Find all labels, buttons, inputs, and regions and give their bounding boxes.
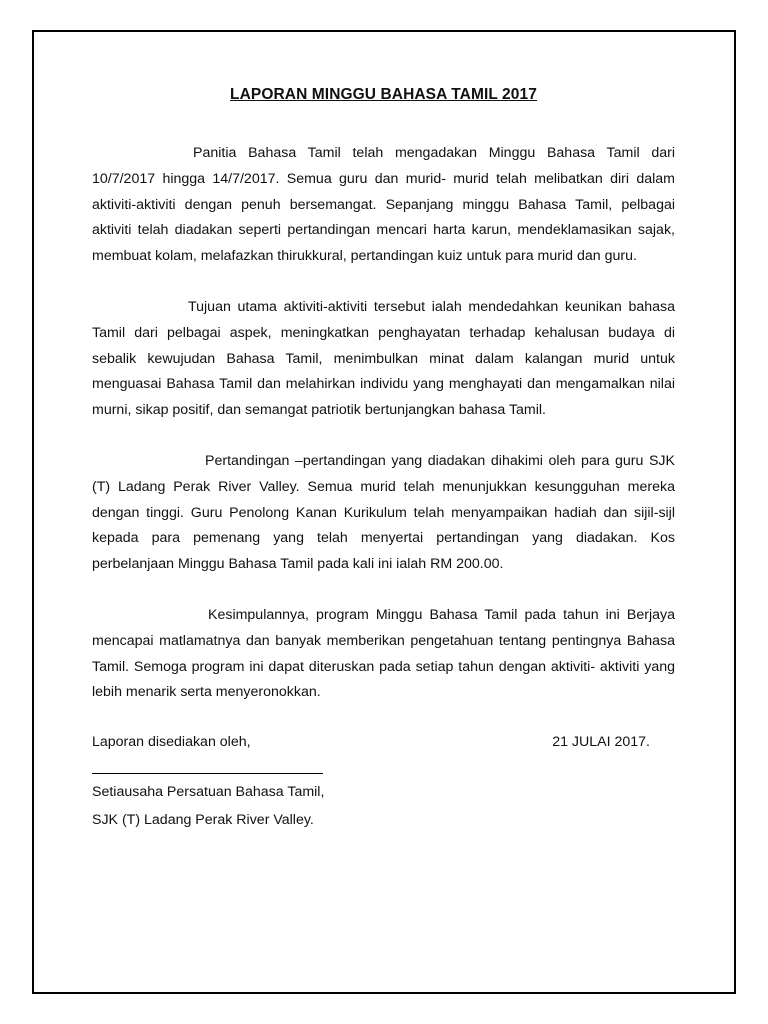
paragraph-2 (92, 295, 675, 424)
report-content (92, 86, 675, 834)
paragraph-4-text: Kesimpulannya, program Minggu Bahasa Tamil pada tahun ini Berjaya mencapai matlamatnya dan banyak memberikan pengetahuan tentang pentingnya Bahasa Tamil. Semoga program ini dapat diteruskan pada setiap tahun dengan aktiviti- aktiviti yang lebih menarik serta menyeronokkan. (92, 606, 675, 701)
paragraph-1 (92, 141, 675, 270)
report-date: 21 JULAI 2017. (552, 734, 650, 751)
signatory-school: SJK (T) Ladang Perak River Valley. (92, 812, 314, 829)
paragraph-2-text: Tujuan utama aktiviti-aktiviti tersebut ialah mendedahkan keunikan bahasa Tamil dari pelbagai aspek, meningkatkan penghayatan terhadap kehalusan budaya di sebalik kewujudan Bahasa Tamil, menimbulkan minat dalam kalangan murid untuk menguasai Bahasa Tamil dan melahirkan individu yang menghayati dan mengamalkan nilai murni, sikap positif, dan semangat patriotik bertunjangkan bahasa Tamil. (92, 298, 675, 419)
signatory-title: Setiausaha Persatuan Bahasa Tamil, (92, 784, 325, 801)
paragraph-1-text: Panitia Bahasa Tamil telah mengadakan Minggu Bahasa Tamil dari 10/7/2017 hingga 14/7/2017. Semua guru dan murid- murid telah melibatkan diri dalam aktiviti-aktiviti dengan penuh bersemangat. Sepanjang minggu Bahasa Tamil, pelbagai aktiviti telah diadakan seperti pertandingan mencari harta karun, mendeklamasikan sajak, membuat kolam, melafazkan thirukkural, pertandingan kuiz untuk para murid dan guru. (92, 145, 675, 265)
signature-line (92, 753, 323, 774)
paragraph-4 (92, 603, 675, 706)
report-title: LAPORAN MINGGU BAHASA TAMIL 2017 (230, 86, 537, 103)
prepared-by-label: Laporan disediakan oleh, (92, 734, 251, 751)
signature-header-row (92, 731, 675, 753)
paragraph-3-text: Pertandingan –pertandingan yang diadakan dihakimi oleh para guru SJK (T) Ladang Perak River Valley. Semua murid telah menunjukkan kesungguhan mereka dengan tinggi. Guru Penolong Kanan Kurikulum telah menyampaikan hadiah dan sijil-sijl kepada para pemenang yang telah menyertai pertandingan yang diadakan. Kos perbelanjaan Minggu Bahasa Tamil pada kali ini ialah RM 200.00. (92, 452, 675, 573)
paragraph-3 (92, 449, 675, 578)
